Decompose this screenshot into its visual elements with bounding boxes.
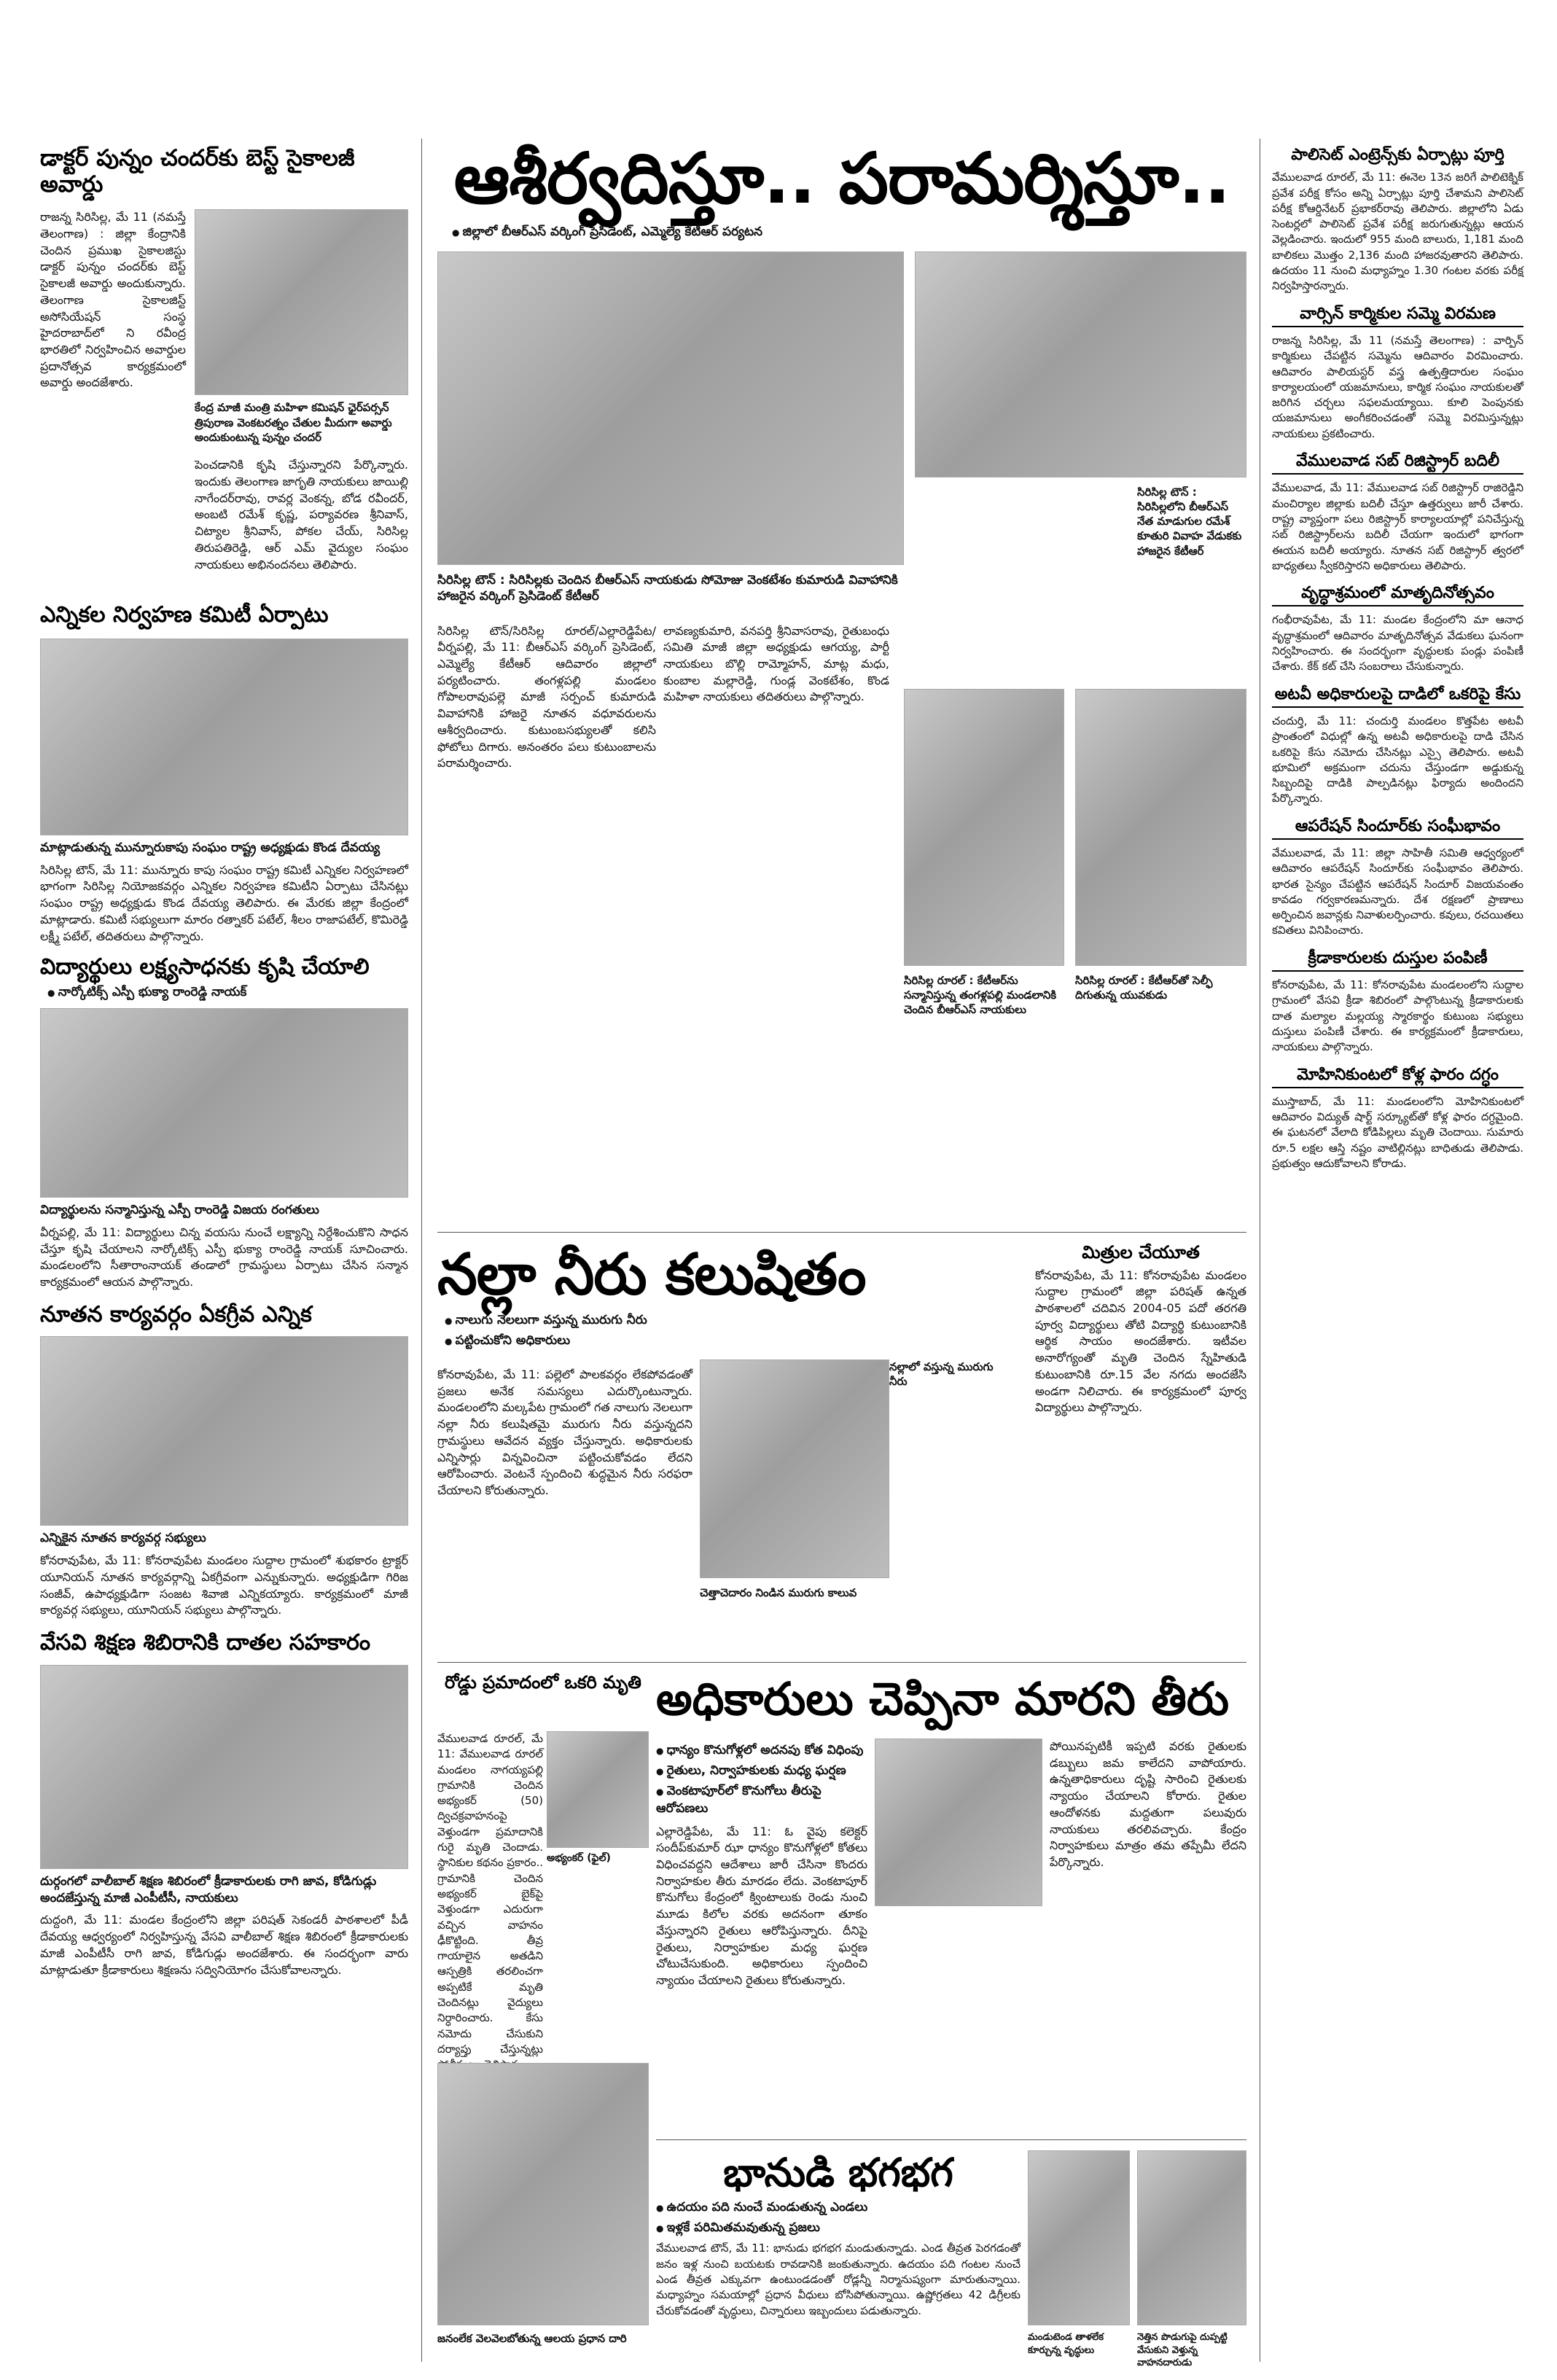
heat-photo-caption-2: మండుటెండ తాళలేక కూర్చున్న వృద్ధులు: [1028, 2332, 1104, 2356]
heat-story: [437, 2063, 1246, 2369]
lead-photo-4: [1075, 689, 1246, 966]
teacher-text: కోనరావుపేట, మే 11: కోనరావుపేట మండలం సుద్దాల గ్రామంలో జిల్లా పరిషత్ ఉన్నత పాఠశాలలో చదివిన 2004-05 పదో తరగతి పూర్వ విద్యార్థులు తోటి విద్యార్థి కుటుంబానికి ఆర్థిక సాయం అందజేశారు. ఇటీవల అనారోగ్యంతో మృతి చెందిన స్నేహితుడి కుటుంబానికి రూ.15 వేల నగదు అందజేసి అండగా నిలిచారు. ఈ కార్యక్రమంలో పూర్వ విద్యార్థులు పాల్గొన్నారు.: [1035, 1268, 1246, 1415]
camp-headline: వేసవి శిక్షణ శిబిరానికి దాతల సహకారం: [40, 1630, 371, 1656]
heat-bullet-1: ● ఉదయం పది నుంచే మండుతున్న ఎండలు: [656, 2198, 1021, 2216]
polytech-headline: పాలిసెట్ ఎంట్రెన్స్‌కు ఏర్పాట్లు పూర్తి: [1291, 146, 1505, 164]
award-photo: [195, 209, 408, 395]
lead-photo-caption-3: సిరిసిల్ల రూరల్ : కేటీఆర్‌ను సన్మానిస్తున్న తంగళ్లపల్లి మండలానికి చెందిన బీఆర్‌ఎస్ నాయకులు: [904, 973, 1057, 1017]
case-headline: అటవీ అధికారులపై దాడిలో ఒకరిపై కేసు: [1272, 685, 1523, 708]
camp-text: దుద్దంగి, మే 11: మండల కేంద్రంలోని జిల్లా పరిషత్ సెకండరీ పాఠశాలలో పీడీ దేవయ్య ఆధ్వర్యంలో నిర్వహిస్తున్న వేసవి వాలీబాల్ శిక్షణ శిబిరంలో క్రీడాకారులకు మాజీ ఎంపీటీసీ రాగి జావ, కోడిగుడ్లు అందజేశారు. ఈ సందర్భంగా వారు మాట్లాడుతూ క్రీడాకారులు శిక్షణను సద్వినియోగం చేసుకోవాలన్నారు.: [40, 1913, 408, 1977]
sports-text: కోనరావుపేట, మే 11: కోనరావుపేట మండలంలోని సుద్దాల గ్రామంలో వేసవి క్రీడా శిబిరంలో పాల్గొంటున్న క్రీడాకారులకు దాత మల్యాల మల్లయ్య స్మారకార్థం కుటుంబ సభ్యులు దుస్తులు పంపిణీ చేశారు. ఈ కార్యక్రమంలో క్రీడాకారులు, నాయకులు పాల్గొన్నారు.: [1272, 978, 1523, 1054]
case-text: చందుర్తి, మే 11: చందుర్తి మండలం కొత్తపేట అటవీ ప్రాంతంలో విధుల్లో ఉన్న అటవీ అధికారులపై దాడి చేసిన ఒకరిపై కేసు నమోదు చేసినట్లు ఎస్సై తెలిపారు. అటవీ భూమిలో అక్రమంగా చదును చేస్తుండగా అడ్డుకున్న సిబ్బందిపై దాడికి పాల్పడినట్లు ఫిర్యాదు అందిందని పేర్కొన్నారు.: [1272, 714, 1523, 805]
center-column: [437, 138, 1246, 2369]
heat-headline: భానుడి భగభగ: [723, 2150, 953, 2196]
officials-photo: [875, 1739, 1042, 1906]
heat-photo-caption-3: నెత్తిన పొడుగుపై దుప్పట్టి వేసుకుని వెళ్తున్న వాహనదారుడు: [1137, 2332, 1228, 2369]
right-column: [1272, 146, 1523, 2362]
officials-text: ఎల్లారెడ్డిపేట, మే 11: ఓ వైపు కలెక్టర్ సందీప్‌కుమార్ ఝా ధాన్యం కొనుగోళ్లలో కోతలు విధించవద్దని ఆదేశాలు జారీ చేసినా కొందరు నిర్వాహకుల తీరు మారడం లేదు. వెంకటాపూర్ కొనుగోలు కేంద్రంలో క్వింటాలుకు రెండు నుంచి మూడు కిలోల వరకు అదనంగా తూకం వేస్తున్నారని రైతులు ఆరోపిస్తున్నారు. దీనిపై రైతులు, నిర్వాహకుల మధ్య ఘర్షణ చోటుచేసుకుంది. అధికారులు స్పందించి న్యాయం చేయాలని రైతులు కోరుతున్నారు.: [656, 1824, 867, 1987]
committee-photo: [40, 639, 408, 835]
award-photo-caption: కేంద్ర మాజీ మంత్రి మహిళా కమిషన్ ఛైర్‌పర్సన్ త్రిపురాణ వెంకటరత్నం చేతుల మీదుగా అవార్డు అందుకుంటున్న పున్నం చందర్: [195, 401, 392, 444]
workers-headline: వార్సిన్ కార్మికుల సమ్మె విరమణ: [1272, 305, 1523, 327]
operation-headline: ఆపరేషన్ సిందూర్‌కు సంఘీభావం: [1272, 817, 1523, 840]
camp-photo-caption: దుర్గంగలో వాలీబాల్ శిక్షణ శిబిరంలో క్రీడాకారులకు రాగి జావ, కోడిగుడ్లు అందజేస్తున్న మాజీ ఎంపీటీసీ, నాయకులు: [40, 1873, 377, 1905]
exec-headline: నూతన కార్యవర్గం ఏకగ్రీవ ఎన్నిక: [40, 1301, 312, 1327]
sports-headline: క్రీడాకారులకు దుస్తుల పంపిణీ: [1272, 949, 1523, 972]
teacher-story: [1035, 1243, 1246, 1422]
heat-bullet-2: ● ఇళ్లకే పరిమితమవుతున్న ప్రజలు: [656, 2219, 1021, 2236]
award-headline: డాక్టర్ పున్నం చందర్‌కు బెస్ట్ సైకాలజీ అవార్డు: [40, 145, 355, 198]
water-bullet-2: ● పట్టించుకోని అధికారులు: [445, 1332, 1246, 1349]
lead-photo-caption-1: సిరిసిల్ల టౌన్ : సిరిసిల్లకు చెందిన బీఆర్‌ఎస్ నాయకుడు సోమోజు వెంకటేశం కుమారుడి వివాహానికి హాజరైన వర్కింగ్ ప్రెసిడెంట్ కేటీఆర్: [437, 572, 898, 604]
water-text: కోనరావుపేట, మే 11: పల్లెలో పాలకవర్గం లేకపోవడంతో ప్రజలు అనేక సమస్యలు ఎదుర్కొంటున్నారు. మండలంలోని మల్కపేట గ్రామంలో గత నాలుగు నెలలుగా నల్లా నీరు కలుషితమై మురుగు నీరు వస్తున్నదని గ్రామస్థులు ఆవేదన వ్యక్తం చేస్తున్నారు. అధికారులకు ఎన్నిసార్లు విన్నవించినా పట్టించుకోవడం లేదని ఆరోపించారు. వెంటనే స్పందించి శుద్ధమైన నీరు సరఫరా చేయాలని కోరుతున్నారు.: [437, 1367, 692, 1498]
water-photo-caption-2: చెత్తాచెదారం నిండిన మురుగు కాలువ: [700, 1586, 857, 1599]
exec-photo-caption: ఎన్నికైన నూతన కార్యవర్గ సభ్యులు: [40, 1531, 206, 1546]
accident-photo-caption: అభ్యంకర్ (ఫైల్): [547, 1852, 611, 1864]
committee-text: సిరిసిల్ల టౌన్, మే 11: మున్నూరు కాపు సంఘం రాష్ట్ర కమిటీ ఎన్నికల నిర్వహణలో భాగంగా సిరిసిల్ల నియోజకవర్గం ఎన్నికల నిర్వహణ కమిటీని ఏర్పాటు చేసినట్లు సంఘం రాష్ట్ర అధ్యక్షుడు కొండ దేవయ్య తెలిపారు. ఈ మేరకు జిల్లా కేంద్రంలో మాట్లాడారు. కమిటీ సభ్యులుగా మారం రత్నాకర్ పటేల్, శీలం రాజాపటేల్, కొమిరెడ్డి లక్ష్మీ పటేల్, తదితరులు పాల్గొన్నారు.: [40, 862, 408, 943]
section-divider: [437, 1662, 1246, 1663]
water-photo: [700, 1359, 889, 1578]
lead-photo-2: [915, 251, 1246, 477]
award-text-2: పెంచడానికి కృషి చేస్తున్నారని పేర్కొన్నారు. ఇందుకు తెలంగాణ జాగృతి నాయకులు జాయిల్లి నాగేందర్‌రావు, రావర్ల వెంకన్న, బోడ రవీందర్, అంబటి రమేశ్ కృష్ణ, పర్యావరణ శ్రీనివాస్, చిట్యాల శ్రీనివాస్, పోకల చేయ్, సిరిసిల్ల తిరుపతిరెడ్డి, ఆర్ ఎమ్ వైద్యుల సంఘం నాయకులు అభినందనలు తెలిపారు.: [195, 458, 408, 571]
students-text: వీర్నపల్లి, మే 11: విద్యార్థులు చిన్న వయసు నుంచే లక్ష్యాన్ని నిర్దేశించుకొని సాధన చేస్తూ కృషి చేయాలని నార్కోటిక్స్ ఎస్పీ భుక్యా రాంరెడ్డి నాయక్ సూచించారు. మండలంలోని సీతారాంనాయక్ తండాలో గ్రామస్థులు ఏర్పాటు చేసిన సన్మాన కార్యక్రమంలో ఆయన పాల్గొన్నారు.: [40, 1225, 408, 1290]
lead-headline: ఆశీర్వదిస్తూ.. పరామర్శిస్తూ..: [453, 138, 1230, 219]
anti-headline: మోహినికుంటలో కోళ్ల ఫారం దగ్ధం: [1272, 1066, 1523, 1088]
heat-photo-2: [1028, 2150, 1130, 2325]
lead-text: సిరిసిల్ల టౌన్/సిరిసిల్ల రూరల్/ఎల్లారెడ్డిపేట/వీర్నపల్లి, మే 11: బీఆర్‌ఎస్ వర్కింగ్ ప్రెసిడెంట్, ఎమ్మెల్యే కేటీఆర్ ఆదివారం జిల్లాలో పర్యటించారు. తంగళ్లపల్లి మండలం గోపాలరావుపల్లె మాజీ సర్పంచ్ కుమారుడి వివాహానికి హాజరై నూతన వధూవరులను ఆశీర్వదించారు. కుటుంబసభ్యులతో కలిసి ఫోటోలు దిగారు. అనంతరం పలు కుటుంబాలను పరామర్శించారు.: [437, 623, 656, 770]
lead-bullet: ● జిల్లాలో బీఆర్‌ఎస్ వర్కింగ్ ప్రెసిడెంట్, ఎమ్మెల్యే కేటీఆర్ పర్యటన: [452, 223, 1246, 241]
heat-text: వేములవాడ టౌన్, మే 11: భానుడు భగభగ మండుతున్నాడు. ఎండ తీవ్రత పెరగడంతో జనం ఇళ్ల నుంచి బయటకు రావడానికి జంకుతున్నారు. ఉదయం పది గంటల నుంచే ఎండ తీవ్రత ఎక్కువగా ఉంటుండడంతో రోడ్లన్నీ నిర్మానుష్యంగా మారుతున్నాయి. మధ్యాహ్నం సమయాల్లో ప్రధాన వీధులు బోసిపోతున్నాయి. ఉష్ణోగ్రతలు 42 డిగ్రీలకు చేరుకోవడంతో వృద్ధులు, చిన్నారులు ఇబ్బందులు పడుతున్నారు.: [656, 2242, 1021, 2317]
heat-photo-1: [437, 2063, 649, 2325]
students-headline: విద్యార్థులు లక్ష్యసాధనకు కృషి చేయాలి: [40, 954, 370, 980]
water-headline: నల్లా నీరు కలుషితం: [437, 1242, 866, 1308]
lead-photo-3: [904, 689, 1064, 966]
polytech-text: వేములవాడ రూరల్, మే 11: ఈనెల 13న జరిగే పాలిటెక్నిక్ ప్రవేశ పరీక్ష కోసం అన్ని ఏర్పాట్లు పూర్తి చేశామని పాలిసెట్ పరీక్ష కోఆర్డినేటర్ ప్రభాకర్‌రావు తెలిపారు. జిల్లాలోని ఏడు సెంటర్లలో పాలిసెట్ ప్రవేశ పరీక్ష జరుగుతున్నట్లు ఆయన వెల్లడించారు. ఇందులో 955 మంది బాలురు, 1,181 మంది బాలికలు మొత్తం 2,136 మంది హాజరవుతారని తెలిపారు. ఉదయం 11 నుంచి మధ్యాహ్నం 1.30 గంటల వరకు పరీక్ష నిర్వహిస్తారన్నారు.: [1272, 171, 1523, 293]
section-divider: [437, 1232, 1246, 1233]
teacher-headline: మిత్రుల చేయూత: [1082, 1242, 1200, 1263]
registrar-text: వేములవాడ, మే 11: వేములవాడ సబ్ రిజిస్ట్రార్ రాజిరెడ్డిని మంచిర్యాల జిల్లాకు బదిలీ చేస్తూ ఉత్తర్వులు జారీ చేశారు. రాష్ట్ర వ్యాప్తంగా పలు రిజిస్ట్రార్ కార్యాలయాల్లో పనిచేస్తున్న సబ్ రిజిస్ట్రార్‌లను బదిలీ చేయగా ఇందులో భాగంగా ఈయన బదిలీ అయ్యారు. నూతన సబ్ రిజిస్ట్రార్ త్వరలో బాధ్యతలు స్వీకరిస్తారని అధికారులు తెలిపారు.: [1272, 481, 1523, 572]
left-column: [40, 146, 408, 2362]
students-photo-caption: విద్యార్థులను సన్మానిస్తున్న ఎస్పీ రాంరెడ్డి విజయ రంగతులు: [40, 1202, 319, 1217]
anti-text: ముస్తాబాద్, మే 11: మండలంలోని మోహినికుంటలో ఆదివారం విద్యుత్ షార్ట్ సర్క్యూట్‌తో కోళ్ల ఫారం దగ్ధమైంది. ఈ ఘటనలో వేలాది కోడిపిల్లలు మృతి చెందాయి. సుమారు రూ.5 లక్షల ఆస్తి నష్టం వాటిల్లినట్లు బాధితుడు తెలిపాడు. ప్రభుత్వం ఆదుకోవాలని కోరాడు.: [1272, 1094, 1523, 1171]
accident-text: వేములవాడ రూరల్, మే 11: వేములవాడ రూరల్ మండలం నాగయ్యపల్లి గ్రామానికి చెందిన అభ్యంకర్ (50) ద్విచక్రవాహనంపై వెళ్తుండగా ప్రమాదానికి గురై మృతి చెందాడు. స్థానికుల కథనం ప్రకారం.. గ్రామానికి చెందిన అభ్యంకర్ బైక్‌పై వెళ్తుండగా ఎదురుగా వచ్చిన వాహనం ఢీకొట్టింది. తీవ్ర గాయాలైన అతడిని ఆస్పత్రికి తరలించగా అప్పటికే మృతి చెందినట్లు వైద్యులు నిర్ధారించారు. కేసు నమోదు చేసుకుని దర్యాప్తు చేస్తున్నట్లు: [437, 1732, 543, 2056]
exec-text: కోనరావుపేట, మే 11: కోనరావుపేట మండలం సుద్దాల గ్రామంలో శుభకారం ట్రాక్టర్ యూనియన్ నూతన కార్యవర్గాన్ని ఏకగ్రీవంగా ఎన్నుకున్నారు. అధ్యక్షుడిగా గిరిజ సంజీవ్, ఉపాధ్యక్షుడిగా సంజట శివాజి ఎన్నికయ్యారు. కార్యక్రమంలో మాజీ కార్యవర్గ సభ్యులు, యూనియన్ సభ్యులు పాల్గొన్నారు.: [40, 1553, 408, 1618]
water-story: [437, 1243, 1246, 1658]
exec-photo: [40, 1336, 408, 1526]
committee-photo-caption: మాట్లాడుతున్న మున్నూరుకాపు సంఘం రాష్ట్ర అధ్యక్షుడు కొండ దేవయ్య: [40, 840, 381, 855]
officials-headline: అధికారులు చెప్పినా మారని తీరు: [656, 1672, 1230, 1725]
camp-photo: [40, 1665, 408, 1869]
lead-photo-caption-4: సిరిసిల్ల రూరల్ : కేటీఆర్‌తో సెల్ఫీ దిగుతున్న యువకుడు: [1075, 973, 1213, 1002]
students-photo: [40, 1008, 408, 1198]
officials-bullet-2: ● రైతులు, నిర్వాహకులకు మధ్య ఘర్షణ: [656, 1762, 867, 1779]
officials-text-2: పోయినప్పటికీ ఇప్పటి వరకు రైతులకు డబ్బులు జమ కాలేదని వాపోయారు. ఉన్నతాధికారులు దృష్టి సారించి రైతులకు న్యాయం చేయాలని కోరారు. రైతుల ఆందోళనకు మద్దతుగా పలువురు నాయకులు తరలివచ్చారు. కేంద్రం నిర్వాహకులు మాత్రం తమ తప్పేమీ లేదని పేర్కొన్నారు.: [1050, 1739, 1246, 1870]
water-bullet-1: ● నాలుగు నెలలుగా వస్తున్న మురుగు నీరు: [445, 1311, 1246, 1329]
accident-story: [437, 1672, 649, 2056]
officials-bullet-1: ● ధాన్యం కొనుగోళ్లలో అదనపు కోత విధింపు: [656, 1741, 867, 1759]
lead-story: [437, 251, 1246, 1199]
lead-text-2: లావణ్యకుమారి, వనపర్తి శ్రీనివాసరావు, రైతుబంధు సమితి మాజీ జిల్లా అధ్యక్షుడు ఆగయ్య, పార్టీ నాయకులు బొల్లి రామ్మోహన్, మాట్ల మధు, కుంబాల మల్లారెడ్డి, గుండ్ల వెంకటేశం, కొండ మహిళా నాయకులు తదితరులు పాల్గొన్నారు.: [663, 623, 889, 704]
students-bullet: ● నార్కోటిక్స్ ఎస్పీ భుక్యా రాంరెడ్డి నాయక్: [47, 983, 408, 1001]
heat-photo-caption-1: జనంలేక వెలవెలబోతున్న ఆలయ ప్రధాన దారి: [437, 2332, 627, 2345]
accident-headline: రోడ్డు ప్రమాదంలో ఒకరి మృతి: [445, 1672, 641, 1693]
workers-text: రాజన్న సిరిసిల్ల, మే 11 (నమస్తే తెలంగాణ) : వార్పిన్ కార్మికులు చేపట్టిన సమ్మెను ఆదివారం విరమించారు. ఆదివారం పాలియస్టర్ వస్త్ర ఉత్పత్తిదారుల సంఘం కార్యాలయంలో యజమానులు, కార్మిక సంఘం నాయకులతో జరిగిన చర్చలు సఫలమయ్యాయి. కూలి పెంపునకు యజమానులు అంగీకరించడంతో సమ్మె విరమిస్తున్నట్లు నాయకులు ప్రకటించారు.: [1272, 333, 1523, 440]
award-text: రాజన్న సిరిసిల్ల, మే 11 (నమస్తే తెలంగాణ) : జిల్లా కేంద్రానికి చెందిన ప్రముఖ సైకాలజిస్టు డాక్టర్ పున్నం చందర్‌కు బెస్ట్ సైకాలజీ అవార్డు అందుకున్నారు. తెలంగాణ సైకాలజిస్ట్ అసోసియేషన్ సంస్థ హైదరాబాద్‌లో ని రవీంద్ర భారతిలో నిర్వహించిన అవార్డుల ప్రదానోత్సవ కార్యక్రమంలో అవార్డు అందజేశారు.: [40, 210, 186, 390]
lead-photo-caption-2: సిరిసిల్ల టౌన్ : సిరిసిల్లలోని బీఆర్‌ఎస్ నేత మాడుగుల రమేశ్ కూతురి వివాహ వేడుకకు హాజరైన కేటీఆర్: [1137, 485, 1242, 558]
lead-photo-1: [437, 251, 904, 565]
column-divider: [421, 138, 422, 2362]
elder-headline: వృద్ధాశ్రమంలో మాతృదినోత్సవం: [1272, 584, 1523, 606]
accident-photo: [547, 1731, 649, 1848]
committee-headline: ఎన్నికల నిర్వహణ కమిటీ ఏర్పాటు: [40, 602, 329, 628]
heat-photo-3: [1137, 2150, 1246, 2325]
officials-bullet-3: ● వెంకటాపూర్‌లో కొనుగోలు తీరుపై ఆరోపణలు: [656, 1782, 867, 1817]
elder-text: గంభీరావుపేట, మే 11: మండల కేంద్రంలోని మా ఆనాధ వృద్ధాశ్రమంలో ఆదివారం మాతృదినోత్సవ వేడుకలు ఘనంగా నిర్వహించారు. ఈ సందర్భంగా వృద్ధులకు పండ్లు పంపిణీ చేశారు. కేక్ కట్ చేసి సంబరాలు చేసుకున్నారు.: [1272, 613, 1523, 674]
water-photo-caption: నల్లాలో వస్తున్న మురుగు నీరు: [889, 1360, 994, 1389]
registrar-headline: వేములవాడ సబ్ రిజిస్ట్రార్ బదిలీ: [1272, 452, 1523, 475]
operation-text: వేములవాడ, మే 11: జిల్లా సాహితీ సమితి ఆధ్వర్యంలో ఆదివారం ఆపరేషన్ సిందూర్‌కు సంఘీభావం తెలిపారు. భారత సైన్యం చేపట్టిన ఆపరేషన్ సిందూర్ విజయవంతం కావడం గర్వకారణమన్నారు. దేశ రక్షణలో ప్రాణాలు అర్పించిన జవాన్లకు నివాళులర్పించారు. కవులు, రచయితలు కవితలు వినిపించారు.: [1272, 846, 1523, 937]
